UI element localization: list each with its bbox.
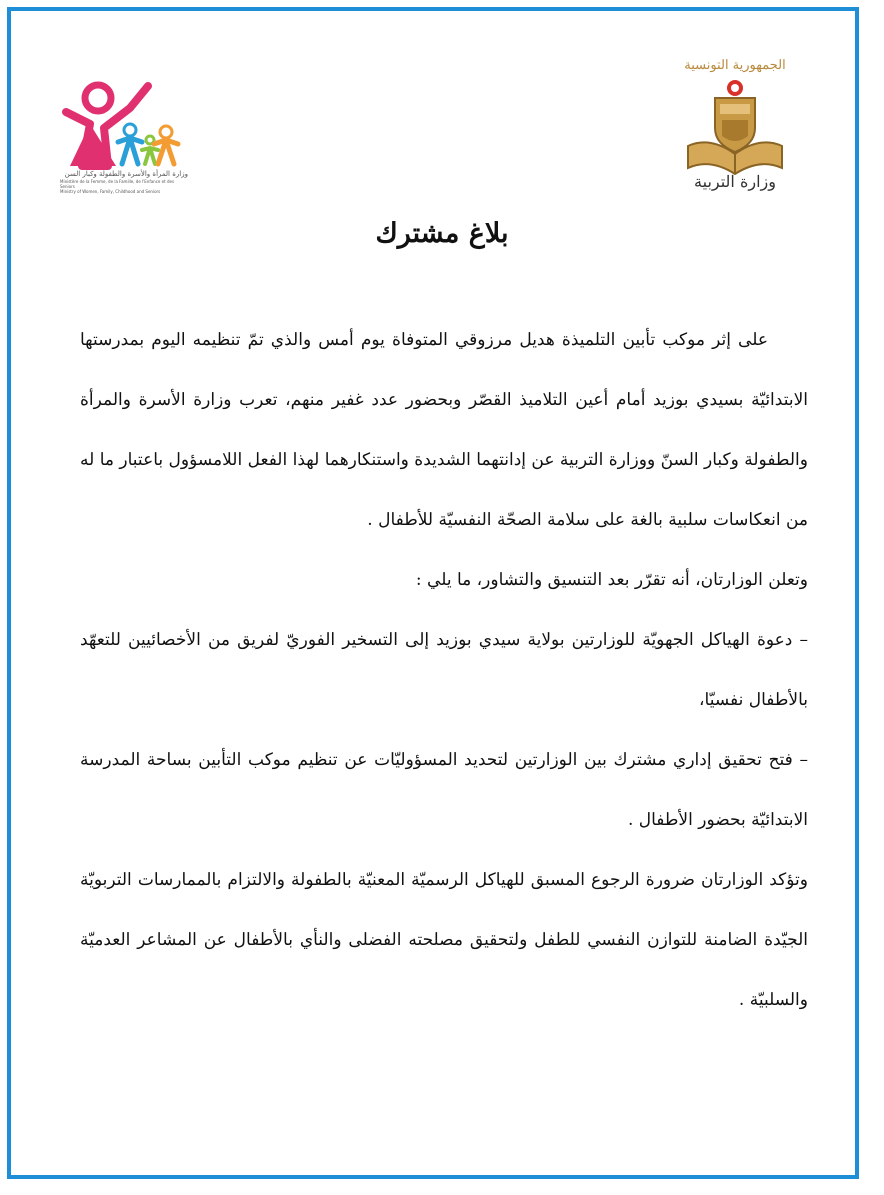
page-title: بلاغ مشترك <box>375 218 509 249</box>
family-ministry-caption <box>60 170 188 194</box>
paragraph-intro: على إثر موكب تأبين التلميذة هديل مرزوقي المتوفاة يوم أمس والذي تمّ تنظيمه اليوم بمدرستها الابتدائيّة بسيدي بوزيد أمام أعين التلاميذ القصّر وبحضور عدد غفير منهم، تعرب وزارة الأسرة والمرأة والطفولة وكبار السنّ ووزارة التربية عن إدانتهما الشديدة واستنكارهما لهذا الفعل اللامسؤول باعتبار ما له من انعكاسات سلبية بالغة على سلامة الصحّة النفسيّة للأطفال . <box>80 330 808 530</box>
tunisian-republic-text: الجمهورية التونسية <box>684 58 786 73</box>
paragraph-decision-1: – دعوة الهياكل الجهويّة للوزارتين بولاية سيدي بوزيد إلى التسخير الفوريّ لفريق من الأخصائيين للتعهّد بالأطفال نفسيّا، <box>80 630 808 710</box>
family-ministry-caption-en: Ministry of Women, Family, Childhood and Seniors <box>60 189 161 194</box>
family-ministry-logo <box>60 78 190 198</box>
tunisian-emblem-icon <box>680 76 790 176</box>
paragraph-conclusion: وتؤكد الوزارتان ضرورة الرجوع المسبق للهياكل الرسميّة المعنيّة بالطفولة والالتزام بالممارسات التربويّة الجيّدة الضامنة للتوازن النفسي للطفل ولتحقيق مصلحته الفضلى والنأي بالأطفال عن المشاعر العدميّة والسلبيّة . <box>80 870 809 1010</box>
family-ministry-caption-fr: Ministère de la Femme, de la Famille, de l'Enfance et des Seniors <box>60 179 175 189</box>
family-ministry-icon <box>60 78 190 170</box>
paragraph-decisions-intro: وتعلن الوزارتان، أنه تقرّر بعد التنسيق والتشاور، ما يلي : <box>415 570 808 590</box>
education-ministry-logo <box>680 58 790 203</box>
communique-body <box>80 310 808 1030</box>
family-ministry-caption-ar: وزارة المرأة والأسرة والطفولة وكبار السن <box>64 170 188 178</box>
paragraph-decision-2: – فتح تحقيق إداري مشترك بين الوزارتين لتحديد المسؤوليّات عن تنظيم موكب التأبين بساحة المدرسة الابتدائيّة بحضور الأطفال . <box>80 750 808 830</box>
education-ministry-text: وزارة التربية <box>694 172 776 191</box>
